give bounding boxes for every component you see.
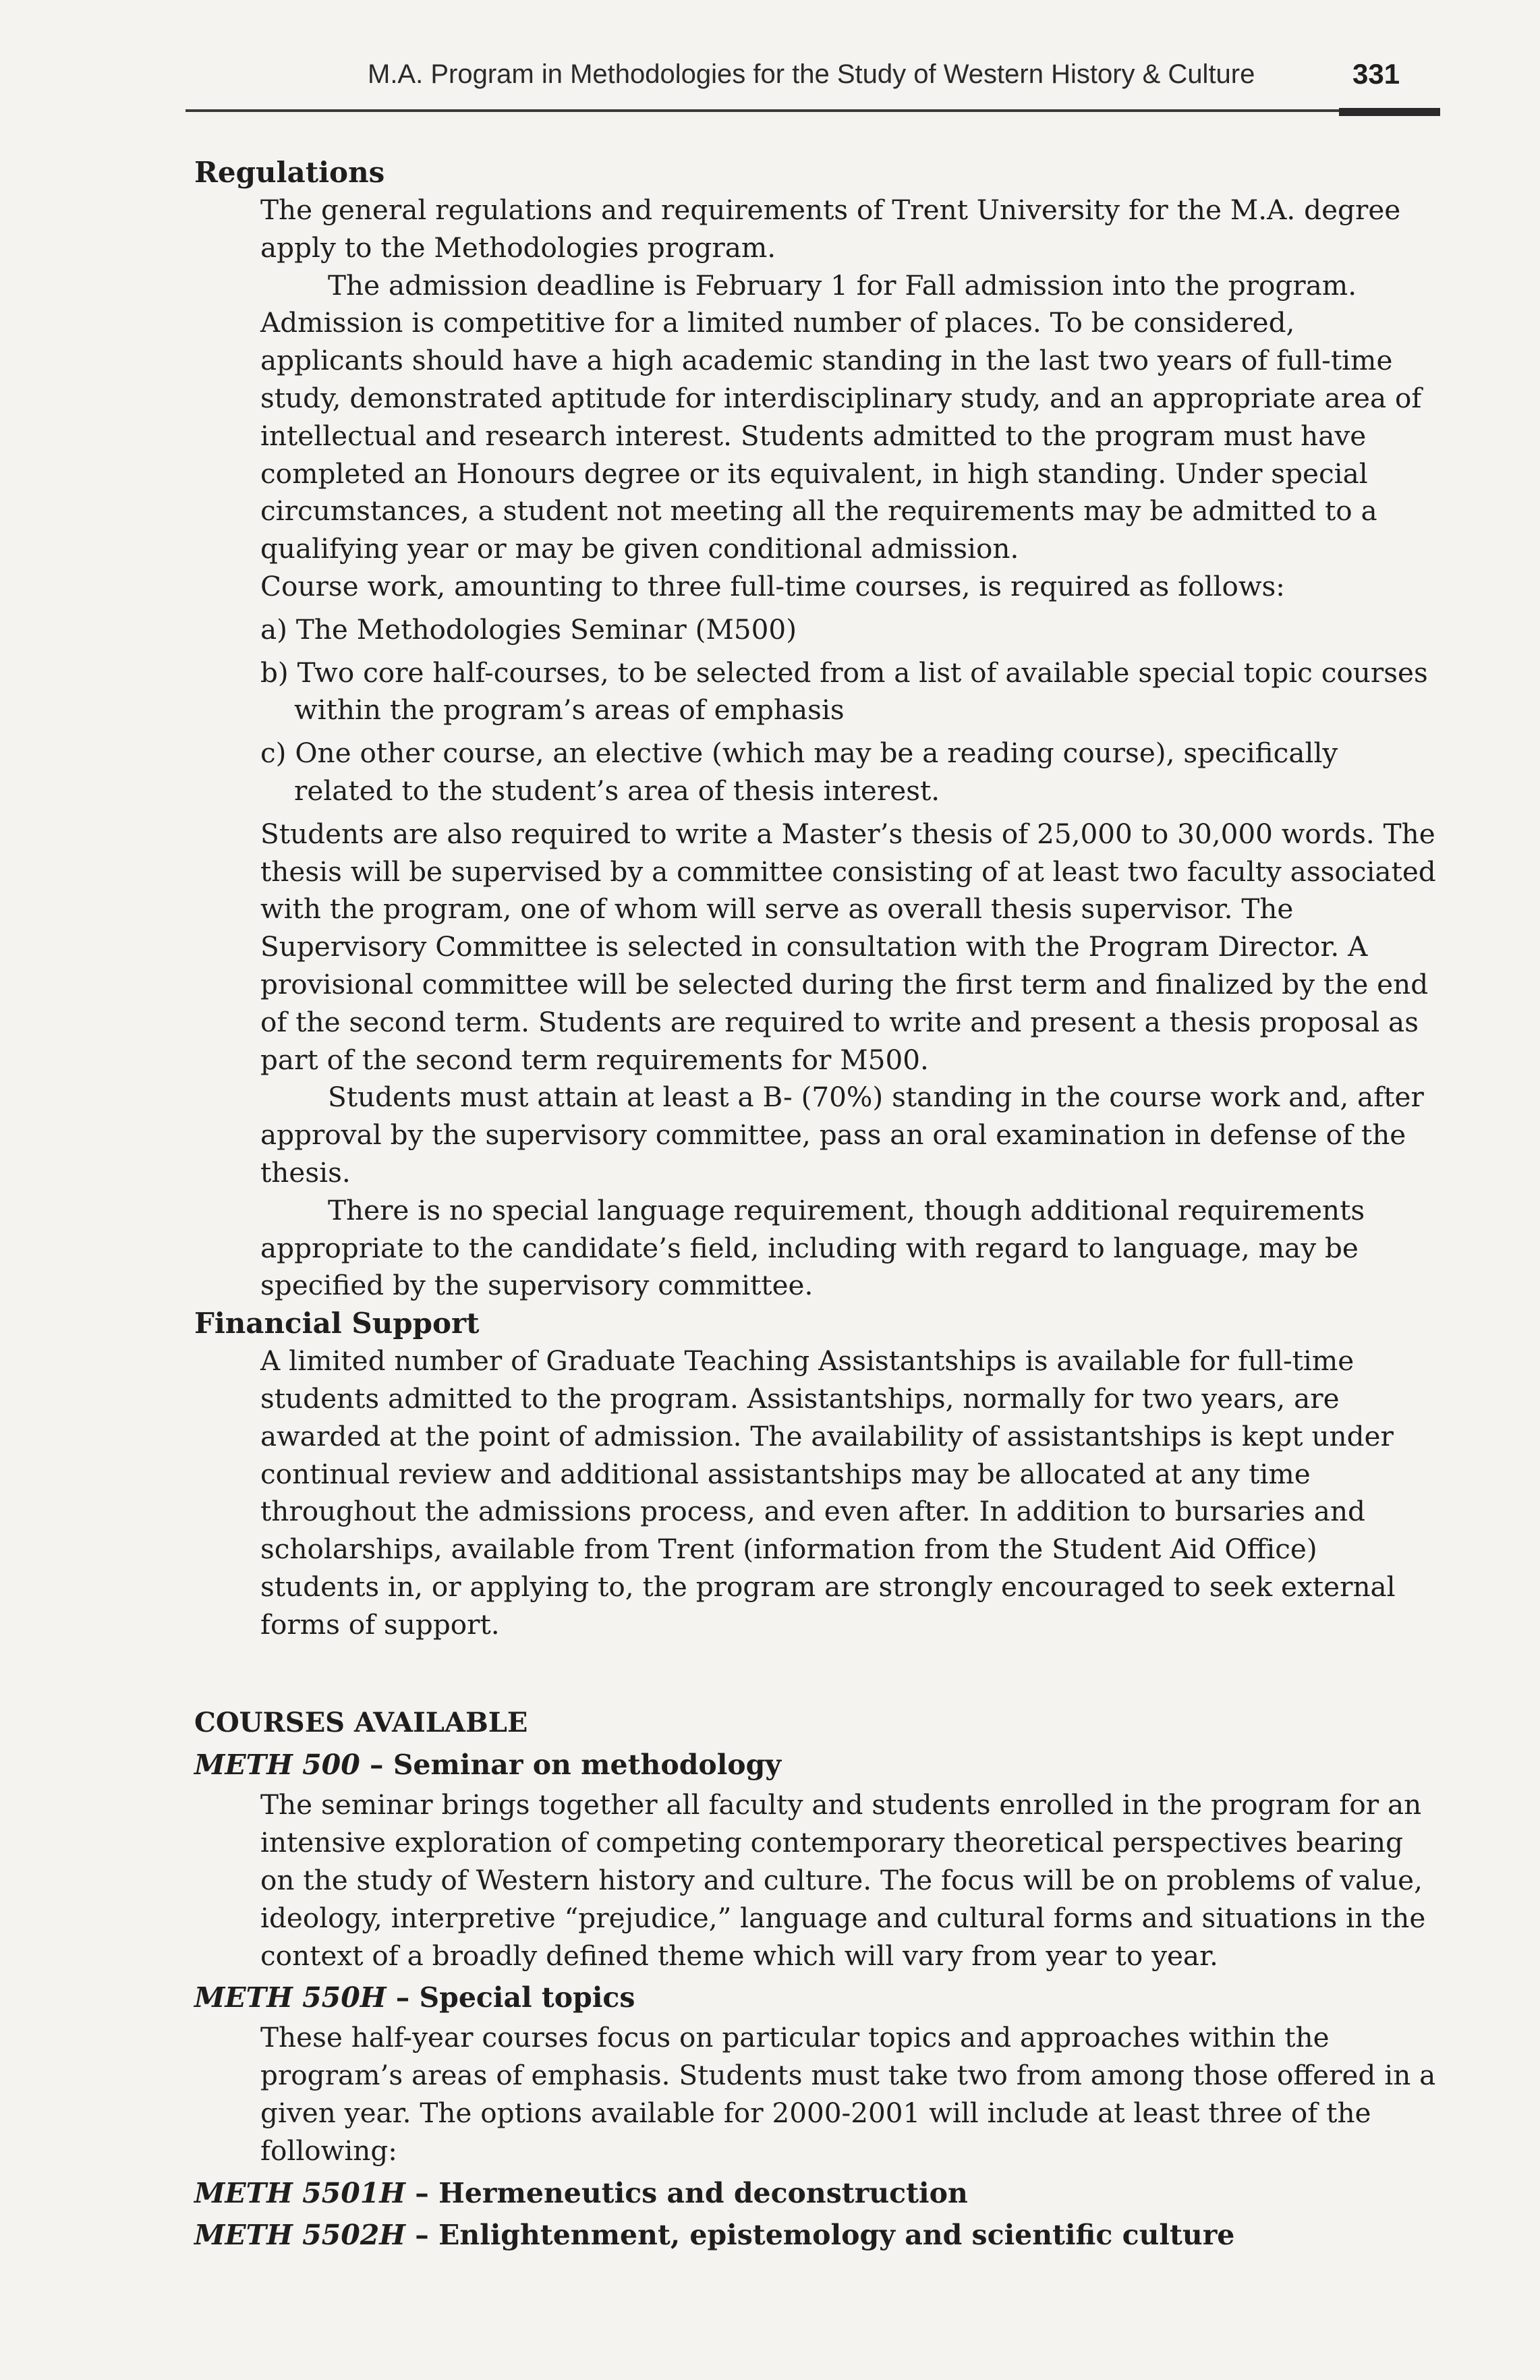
course-work-item-b: b) Two core half-courses, to be selected from a list of available special topic courses within the program’s areas of emphasis: [260, 656, 1428, 727]
course-name: Special topics: [419, 1981, 635, 2014]
course-separator: –: [405, 2176, 439, 2209]
financial-support-paragraph: A limited number of Graduate Teaching Assistantships is available for full-time students admitted to the program. Assistantships, normally for two years, are awarded at the point of admission. The availability of assistantships is kept under continual review and additional assistantships may be allocated at any time throughout the admissions process, and even after. In addition to bursaries and scholarships, available from Trent (information from the Student Aid Office) students in, or applying to, the program are strongly encouraged to seek external forms of support.: [260, 1344, 1396, 1641]
course-description: The seminar brings together all faculty and students enrolled in the program for an intensive exploration of competing contemporary theoretical perspectives bearing on the study of Western history and culture. The focus will be on problems of value, ideology, interpretive “prejudice,” language and cultural forms and situations in the context of a broadly defined theme which will vary from year to year.: [260, 1788, 1426, 1972]
course-work-item-c: c) One other course, an elective (which may be a reading course), specifically related to the student’s area of thesis interest.: [260, 737, 1338, 807]
header-rule: [186, 109, 1440, 112]
courses-available-heading: COURSES AVAILABLE: [194, 1707, 528, 1739]
course-name: Seminar on methodology: [393, 1749, 782, 1782]
course-work-item-a: a) The Methodologies Seminar (M500): [260, 613, 797, 646]
regulations-paragraph-4: Students are also required to write a Master’s thesis of 25,000 to 30,000 words. The thesis will be supervised by a committee consisting of at least two faculty associated with the program, one of whom will serve as overall thesis supervisor. The Supervisory Committee is selected in consultation with the Program Director. A provisional committee will be selected during the first term and finalized by the end of the second term. Students are required to write and present a thesis proposal as part of the second term requirements for M500.: [260, 817, 1436, 1076]
regulations-paragraph-1: The general regulations and requirements of Trent University for the M.A. degree apply to the Methodologies program.: [260, 194, 1401, 264]
course-separator: –: [360, 1749, 393, 1782]
regulations-paragraph-2: The admission deadline is February 1 for Fall admission into the program. Admission is competitive for a limited number of places. To be considered, applicants should have a high academic standing in the last two years of full-time study, demonstrated aptitude for interdisciplinary study, and an appropriate area of intellectual and research interest. Students admitted to the program must have completed an Honours degree or its equivalent, in high standing. Under special circumstances, a student not meeting all the requirements may be admitted to a qualifying year or may be given conditional admission.: [260, 268, 1422, 565]
course-separator: –: [386, 1981, 420, 2014]
header-rule-accent: [1339, 108, 1440, 116]
regulations-heading: Regulations: [194, 156, 385, 189]
regulations-paragraph-6: There is no special language requirement, though additional requirements appropriate to the candidate’s field, including with regard to language, may be specified by the supervisory committee.: [260, 1193, 1365, 1302]
course-title-meth-550h: [194, 1979, 1442, 2016]
course-description-meth-500: [194, 1786, 1442, 1975]
course-title-meth-500: [194, 1746, 1442, 1784]
regulations-body: [194, 192, 1442, 1305]
course-name: Enlightenment, epistemology and scientific culture: [438, 2218, 1235, 2251]
course-code: METH 550H: [194, 1981, 387, 2014]
course-code: METH 5502H: [194, 2218, 406, 2251]
course-description-meth-550h: [194, 2019, 1442, 2170]
course-description: These half-year courses focus on particular topics and approaches within the program’s areas of emphasis. Students must take two from among those offered in a given year. The options available for 2000-2001 will include at least three of the following:: [260, 2021, 1436, 2167]
regulations-paragraph-5: Students must attain at least a B- (70%) standing in the course work and, after approval by the supervisory committee, pass an oral examination in defense of the thesis.: [260, 1081, 1424, 1189]
financial-support-heading: Financial Support: [194, 1307, 480, 1340]
course-title-meth-5502h: [194, 2216, 1442, 2254]
regulations-paragraph-3: Course work, amounting to three full-time courses, is required as follows:: [260, 569, 1285, 602]
course-separator: –: [405, 2218, 439, 2251]
running-head: M.A. Program in Methodologies for the Study of Western History & Culture: [368, 59, 1255, 89]
page-content: [194, 154, 1442, 2257]
course-name: Hermeneutics and deconstruction: [438, 2176, 968, 2209]
course-code: METH 500: [194, 1749, 360, 1782]
page-number: 331: [1352, 58, 1400, 90]
course-title-meth-5501h: [194, 2174, 1442, 2212]
course-code: METH 5501H: [194, 2176, 406, 2209]
financial-support-body: [194, 1342, 1442, 1643]
